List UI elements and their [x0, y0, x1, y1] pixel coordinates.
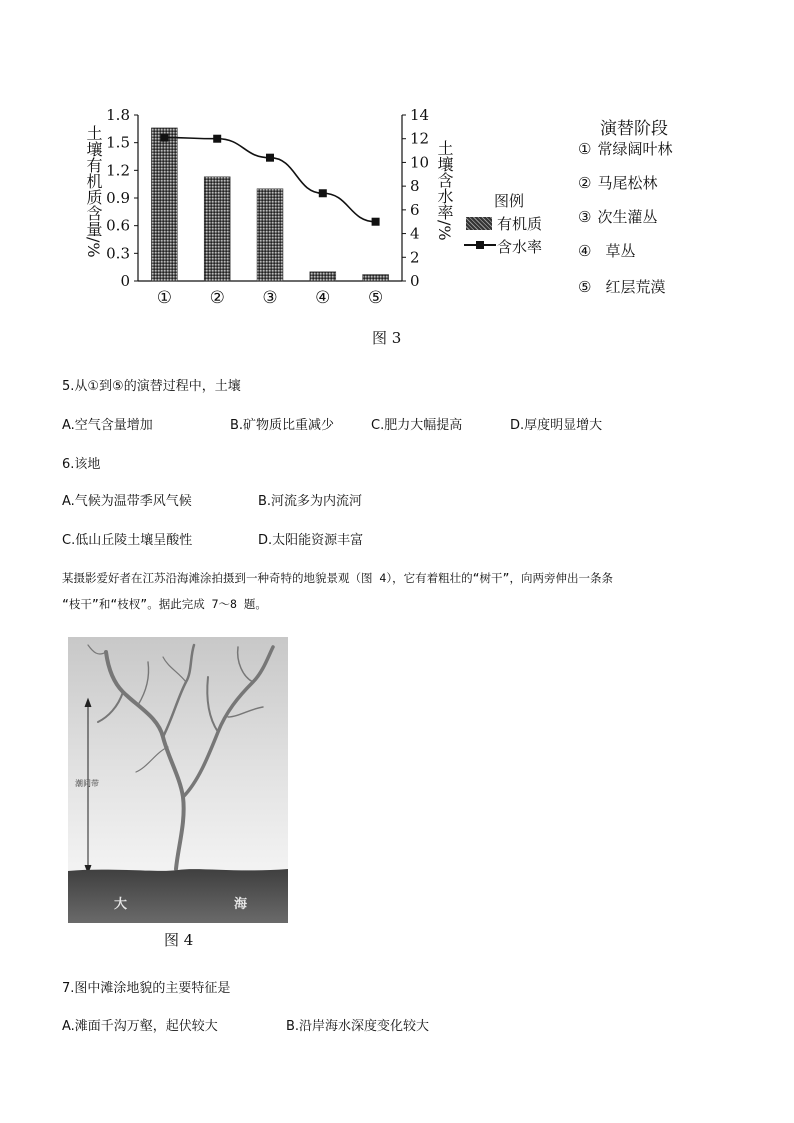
stages-title: 演替阶段 — [600, 119, 668, 139]
right-tick-label: 12 — [410, 129, 430, 148]
stage-item: ② 马尾松林 — [578, 174, 658, 192]
water-content-point — [160, 134, 168, 142]
bar-organic-matter — [204, 177, 230, 281]
legend-bar-swatch — [466, 217, 492, 230]
q6-option-c[interactable]: C.低山丘陵土壤呈酸性 — [62, 533, 193, 548]
stage-item: ⑤ 红层荒漠 — [578, 278, 666, 296]
bar-organic-matter — [363, 275, 389, 281]
stage-item: ③ 次生灌丛 — [578, 208, 658, 226]
bar-organic-matter — [257, 189, 283, 281]
q5-option-a[interactable]: A.空气含量增加 — [62, 418, 153, 433]
category-label: ③ — [262, 288, 278, 308]
bar-organic-matter — [310, 272, 336, 281]
left-tick-label: 0.3 — [106, 244, 130, 263]
water-content-point — [319, 189, 327, 197]
bar-organic-matter — [151, 128, 177, 281]
category-label: ① — [156, 288, 173, 308]
left-tick-label: 0 — [120, 272, 130, 290]
legend-line-swatch — [464, 239, 496, 251]
q5-option-d[interactable]: D.厚度明显增大 — [510, 418, 603, 433]
passage-line-1: 某摄影爱好者在江苏沿海滩涂拍摄到一种奇特的地貌景观（图 4），它有着粗壮的“树干”，向两旁伸出一条条 — [62, 571, 613, 585]
left-tick-label: 1.5 — [106, 133, 130, 152]
water-content-point — [266, 154, 274, 162]
q6-option-d[interactable]: D.太阳能资源丰富 — [258, 533, 364, 548]
q6-stem: 6.该地 — [62, 457, 101, 472]
stage-item: ① 常绿阔叶林 — [578, 140, 673, 158]
category-label: ② — [209, 288, 225, 308]
right-tick-label: 8 — [410, 177, 420, 196]
left-tick-label: 1.2 — [106, 161, 130, 180]
legend-line-label: 含水率 — [497, 238, 543, 256]
q6-option-a[interactable]: A.气候为温带季风气候 — [62, 494, 192, 509]
q5-stem: 5.从①到⑤的演替过程中，土壤 — [62, 379, 241, 394]
legend-bar-label: 有机质 — [497, 215, 543, 233]
q7-option-a[interactable]: A.滩面千沟万壑，起伏较大 — [62, 1019, 218, 1034]
left-tick-label: 0.6 — [106, 216, 130, 235]
category-label: ④ — [315, 288, 331, 308]
category-label: ⑤ — [367, 288, 384, 308]
figure-4-photo — [68, 637, 288, 923]
q7-stem: 7.图中滩涂地貌的主要特征是 — [62, 981, 231, 996]
legend-title: 图例 — [494, 192, 525, 210]
right-tick-label: 14 — [410, 106, 430, 124]
figure-3-caption: 图 3 — [372, 329, 402, 347]
right-tick-label: 2 — [410, 248, 420, 267]
q6-option-b[interactable]: B.河流多为内流河 — [258, 494, 363, 509]
q5-option-c[interactable]: C.肥力大幅提高 — [371, 418, 463, 433]
passage-line-2: “枝干”和“枝杈”。据此完成 7～8 题。 — [62, 597, 267, 611]
right-tick-label: 0 — [410, 272, 420, 290]
chart-figure-3 — [80, 105, 440, 315]
right-tick-label: 10 — [410, 153, 430, 172]
left-tick-label: 1.8 — [106, 106, 130, 124]
q7-option-b[interactable]: B.沿岸海水深度变化较大 — [286, 1019, 430, 1034]
right-axis-label: 土壤含水率/% — [435, 140, 454, 241]
left-tick-label: 0.9 — [106, 189, 130, 207]
right-tick-label: 4 — [410, 224, 420, 243]
figure-4-caption: 图 4 — [164, 931, 194, 949]
sea-label-right: 海 — [234, 897, 248, 912]
water-content-point — [213, 135, 221, 143]
q5-option-b[interactable]: B.矿物质比重减少 — [230, 418, 335, 433]
intertidal-zone-label: 潮间带 — [75, 779, 99, 788]
right-tick-label: 6 — [410, 200, 420, 219]
sea-label-left: 大 — [114, 897, 128, 912]
left-axis-label: 土壤有机质含量/% — [84, 125, 103, 258]
stage-item: ④ 草丛 — [578, 242, 636, 260]
water-content-point — [372, 218, 380, 226]
